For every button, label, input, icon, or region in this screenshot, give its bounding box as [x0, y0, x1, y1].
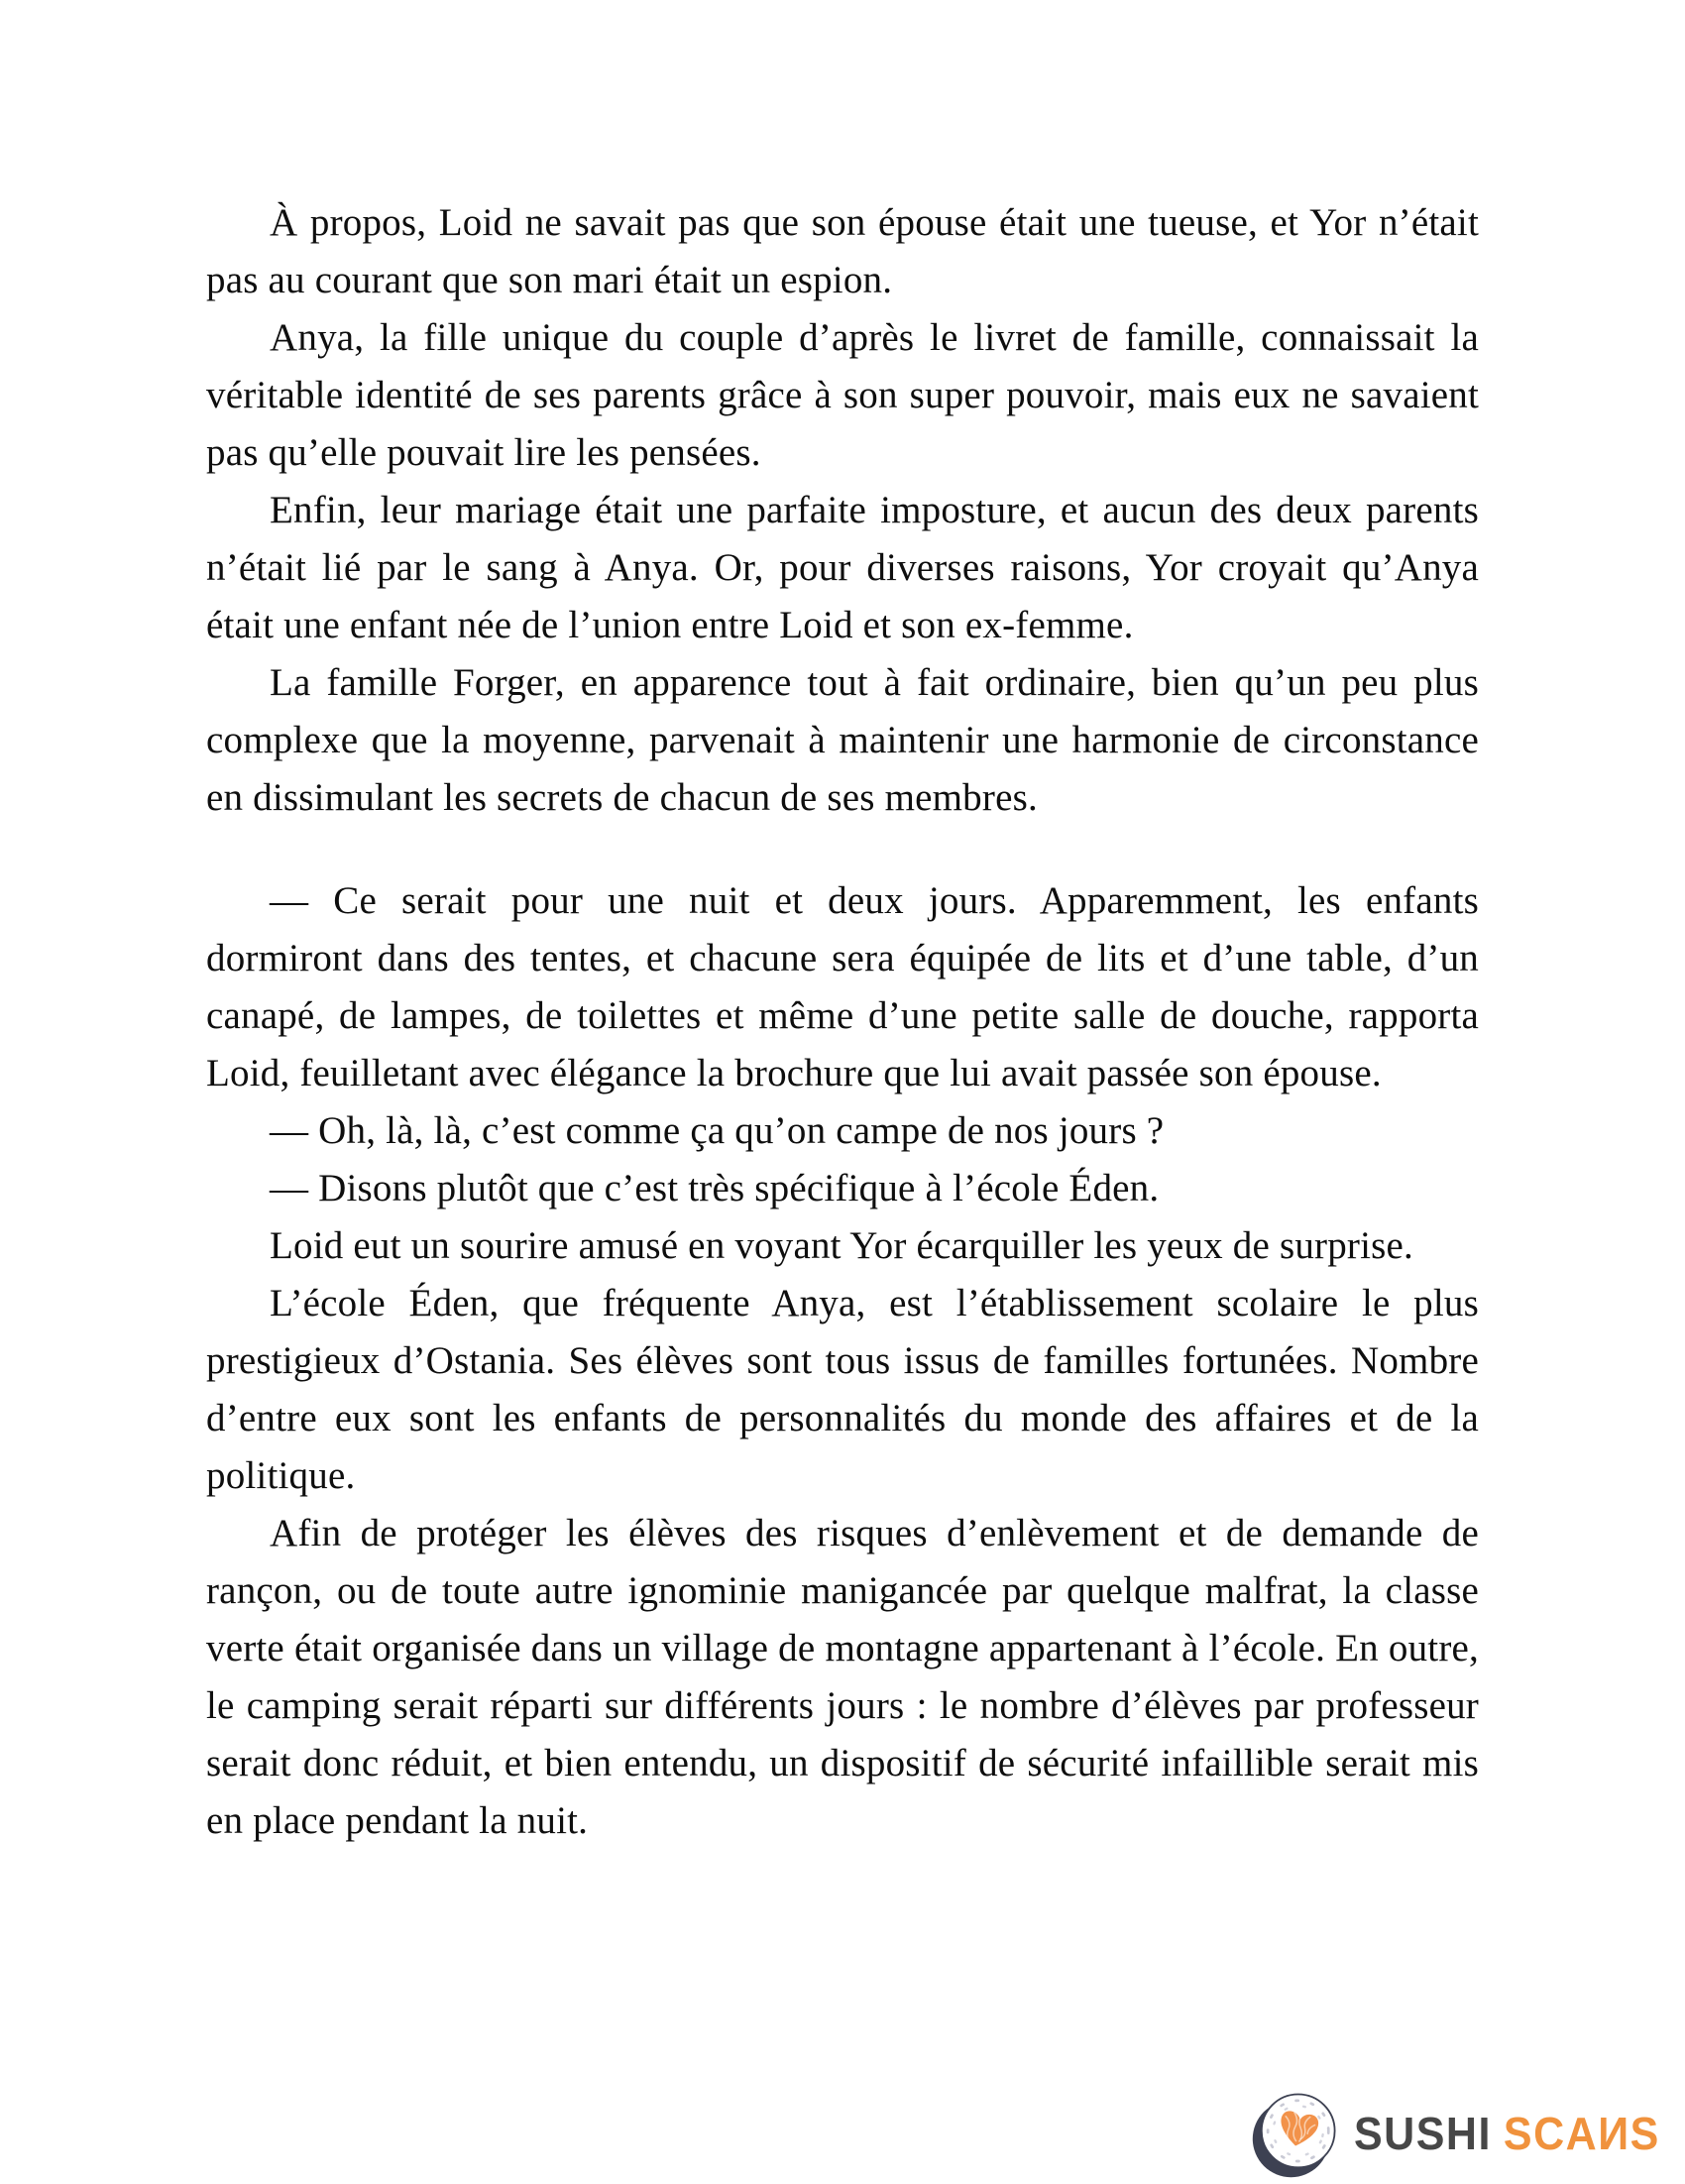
sushi-roll-icon — [1251, 2090, 1340, 2179]
paragraph-7: — Disons plutôt que c’est très spécifique à l’école Éden. — [270, 1167, 1160, 1209]
paragraph-5: — Ce serait pour une nuit et deux jours. Apparemment, les enfants dormiront dans des tentes, et chacune sera équipée de lits et d’une table, d’un canapé, de lampes, de toilettes et même d’une petite salle de douche, rapporta Loid, feuilletant avec élégance la brochure que lui avait passée son épouse. — [206, 879, 1479, 1094]
paragraph-10: Afin de protéger les élèves des risques d’enlèvement et de demande de rançon, ou de toute autre ignominie manigancée par quelque malfrat, la classe verte était organisée dans un village de montagne appartenant à l’école. En outre, le camping serait réparti sur différents jours : le nombre d’élèves par professeur serait donc réduit, et bien entendu, un dispositif de sécurité infaillible serait mis en place pendant la nuit. — [206, 1512, 1479, 1842]
brand-word-sushi: SUSHI — [1354, 2108, 1492, 2160]
body-text — [206, 194, 1479, 1850]
paragraph-6: — Oh, là, là, c’est comme ça qu’on campe de nos jours ? — [270, 1109, 1165, 1152]
scanlation-credit — [1251, 2090, 1660, 2179]
brand-wordmark — [1354, 2109, 1660, 2161]
paragraph-1: À propos, Loid ne savait pas que son épouse était une tueuse, et Yor n’était pas au courant que son mari était un espion. — [206, 201, 1479, 301]
paragraph-2: Anya, la fille unique du couple d’après le livret de famille, connaissait la véritable identité de ses parents grâce à son super pouvoir, mais eux ne savaient pas qu’elle pouvait lire les pensées. — [206, 316, 1479, 474]
paragraph-3: Enfin, leur mariage était une parfaite imposture, et aucun des deux parents n’était lié par le sang à Anya. Or, pour diverses raisons, Yor croyait qu’Anya était une enfant née de l’union entre Loid et son ex-femme. — [206, 489, 1479, 646]
paragraph-9: L’école Éden, que fréquente Anya, est l’établissement scolaire le plus prestigieux d’Ostania. Ses élèves sont tous issus de familles fortunées. Nombre d’entre eux sont les enfants de personnalités du monde des affaires et de la politique. — [206, 1282, 1479, 1497]
paragraph-4: La famille Forger, en apparence tout à fait ordinaire, bien qu’un peu plus complexe que la moyenne, parvenait à maintenir une harmonie de circonstance en dissimulant les secrets de chacun de ses membres. — [206, 661, 1479, 819]
paragraph-8: Loid eut un sourire amusé en voyant Yor écarquiller les yeux de surprise. — [270, 1224, 1413, 1267]
brand-word-scans: SCAИS — [1503, 2108, 1660, 2160]
